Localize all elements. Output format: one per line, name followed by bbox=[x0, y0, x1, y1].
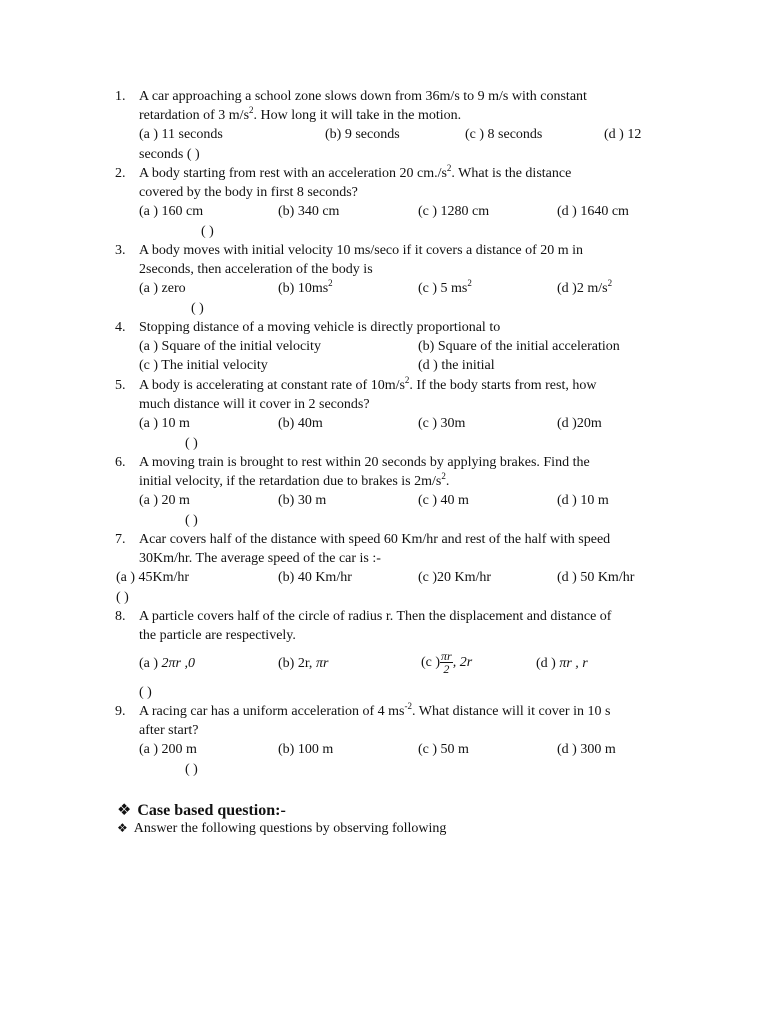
answer-blank: ( ) bbox=[185, 762, 198, 777]
diamond-bullet-icon: ❖ bbox=[117, 800, 132, 819]
case-instruction-text: Answer the following questions by observing following bbox=[133, 821, 447, 836]
option-d: (d ) 1640 cm bbox=[557, 204, 629, 219]
fraction bbox=[440, 650, 453, 675]
option-b bbox=[278, 654, 328, 673]
option-d: (d ) 10 m bbox=[557, 493, 609, 508]
option-b: (b) 30 m bbox=[278, 493, 327, 508]
option-d: (d )20m bbox=[557, 416, 602, 431]
option-c: (c ) 50 m bbox=[418, 742, 469, 757]
option-a bbox=[139, 654, 195, 673]
case-instruction bbox=[117, 821, 446, 837]
math-expression: πr , r bbox=[559, 656, 588, 671]
option-a: (a ) 160 cm bbox=[139, 204, 204, 219]
superscript: 2 bbox=[249, 105, 254, 115]
option-d: (d ) 300 m bbox=[557, 742, 616, 757]
question-text bbox=[139, 376, 596, 395]
text-part: (d )2 m/s bbox=[557, 281, 608, 296]
option-b: (b) 40 Km/hr bbox=[278, 570, 352, 585]
fraction-numerator: πr bbox=[441, 649, 452, 664]
option-c: (c ) 8 seconds bbox=[465, 127, 543, 142]
math-expression: πr bbox=[315, 656, 329, 671]
text-part: (c ) 5 ms bbox=[418, 281, 468, 296]
option-b: (b) 100 m bbox=[278, 742, 334, 757]
option-d: (d ) 50 Km/hr bbox=[557, 570, 635, 585]
option-c: (c )20 Km/hr bbox=[418, 570, 492, 585]
question-text bbox=[139, 702, 610, 721]
question-number: 3. bbox=[115, 243, 126, 258]
option-c: (c ) 30m bbox=[418, 416, 466, 431]
text-part: A body starting from rest with an acceleration 20 cm./s bbox=[139, 166, 447, 181]
option-d bbox=[536, 654, 588, 673]
question-text: A body moves with initial velocity 10 ms/seco if it covers a distance of 20 m in bbox=[139, 243, 584, 258]
text-part: . How long it will take in the motion. bbox=[253, 108, 462, 123]
question-number: 9. bbox=[115, 704, 126, 719]
option-c bbox=[418, 279, 472, 298]
question-text-line2: the particle are respectively. bbox=[139, 628, 296, 643]
text-part: (c ) bbox=[421, 655, 441, 670]
question-number: 5. bbox=[115, 378, 126, 393]
option-c bbox=[421, 647, 472, 679]
question-text-line2: 2seconds, then acceleration of the body is bbox=[139, 262, 373, 277]
option-d bbox=[557, 279, 612, 298]
superscript: 2 bbox=[441, 471, 446, 481]
option-a: (a ) Square of the initial velocity bbox=[139, 339, 321, 354]
question-text: Stopping distance of a moving vehicle is directly proportional to bbox=[139, 320, 501, 335]
superscript: 2 bbox=[467, 278, 472, 288]
text-part: (b) 2r, bbox=[278, 656, 316, 671]
question-number: 7. bbox=[115, 532, 126, 547]
superscript: 2 bbox=[446, 163, 452, 173]
text-part: . If the body starts from rest, how bbox=[409, 378, 597, 393]
answer-blank: ( ) bbox=[201, 224, 214, 239]
superscript: 2 bbox=[404, 375, 410, 385]
text-part: A racing car has a uniform acceleration of 4 ms bbox=[139, 704, 405, 719]
option-b bbox=[278, 279, 333, 298]
question-text-line2: covered by the body in first 8 seconds? bbox=[139, 185, 358, 200]
question-text: A particle covers half of the circle of radius r. Then the displacement and distance of bbox=[139, 609, 612, 624]
text-part: . What distance will it cover in 10 s bbox=[412, 704, 611, 719]
option-b: (b) 40m bbox=[278, 416, 323, 431]
question-number: 1. bbox=[115, 89, 126, 104]
question-text: Acar covers half of the distance with speed 60 Km/hr and rest of the half with speed bbox=[139, 532, 611, 547]
option-c: (c ) 1280 cm bbox=[418, 204, 490, 219]
text-part: (d ) bbox=[536, 656, 560, 671]
fraction-denominator: 2 bbox=[443, 662, 450, 677]
option-b: (b) 340 cm bbox=[278, 204, 340, 219]
question-text bbox=[139, 164, 571, 183]
superscript: 2 bbox=[328, 278, 333, 288]
question-number: 2. bbox=[115, 166, 126, 181]
option-d: (d ) the initial bbox=[418, 358, 495, 373]
text-part: retardation of 3 m/s bbox=[139, 108, 250, 123]
option-b: (b) Square of the initial acceleration bbox=[418, 339, 620, 354]
question-text-line2: after start? bbox=[139, 723, 199, 738]
answer-blank: seconds ( ) bbox=[139, 147, 200, 162]
question-text-line2: 30Km/hr. The average speed of the car is :- bbox=[139, 551, 381, 566]
option-b: (b) 9 seconds bbox=[325, 127, 400, 142]
question-number: 4. bbox=[115, 320, 126, 335]
math-expression: 2πr ,0 bbox=[161, 656, 196, 671]
text-part: . What is the distance bbox=[451, 166, 572, 181]
superscript: 2 bbox=[607, 278, 613, 288]
option-c: (c ) The initial velocity bbox=[139, 358, 268, 373]
question-text-line2 bbox=[139, 472, 449, 491]
math-expression: , 2r bbox=[452, 655, 473, 670]
answer-blank: ( ) bbox=[139, 685, 152, 700]
text-part: . bbox=[445, 474, 450, 489]
option-d: (d ) 12 bbox=[604, 127, 642, 142]
superscript: -2 bbox=[404, 701, 413, 711]
text-part: (b) 10ms bbox=[278, 281, 329, 296]
option-c: (c ) 40 m bbox=[418, 493, 469, 508]
answer-blank: ( ) bbox=[185, 513, 198, 528]
case-heading-text: Case based question:- bbox=[137, 802, 286, 819]
answer-blank: ( ) bbox=[116, 590, 129, 605]
diamond-bullet-icon: ❖ bbox=[117, 821, 128, 835]
text-part: initial velocity, if the retardation due to brakes is 2m/s bbox=[139, 474, 442, 489]
option-a: (a ) 11 seconds bbox=[139, 127, 223, 142]
answer-blank: ( ) bbox=[185, 436, 198, 451]
case-heading bbox=[117, 800, 286, 820]
question-text: A car approaching a school zone slows down from 36m/s to 9 m/s with constant bbox=[139, 89, 587, 104]
option-a: (a ) 20 m bbox=[139, 493, 190, 508]
option-a: (a ) 10 m bbox=[139, 416, 190, 431]
question-text: A moving train is brought to rest within 20 seconds by applying brakes. Find the bbox=[139, 455, 590, 470]
question-text-line2 bbox=[139, 106, 461, 125]
question-text-line2: much distance will it cover in 2 seconds? bbox=[139, 397, 370, 412]
question-number: 8. bbox=[115, 609, 126, 624]
option-a: (a ) zero bbox=[139, 281, 186, 296]
text-part: (a ) bbox=[139, 656, 162, 671]
question-number: 6. bbox=[115, 455, 126, 470]
option-a: (a ) 45Km/hr bbox=[116, 570, 190, 585]
answer-blank: ( ) bbox=[191, 301, 204, 316]
text-part: A body is accelerating at constant rate of 10m/s bbox=[139, 378, 405, 393]
option-a: (a ) 200 m bbox=[139, 742, 197, 757]
